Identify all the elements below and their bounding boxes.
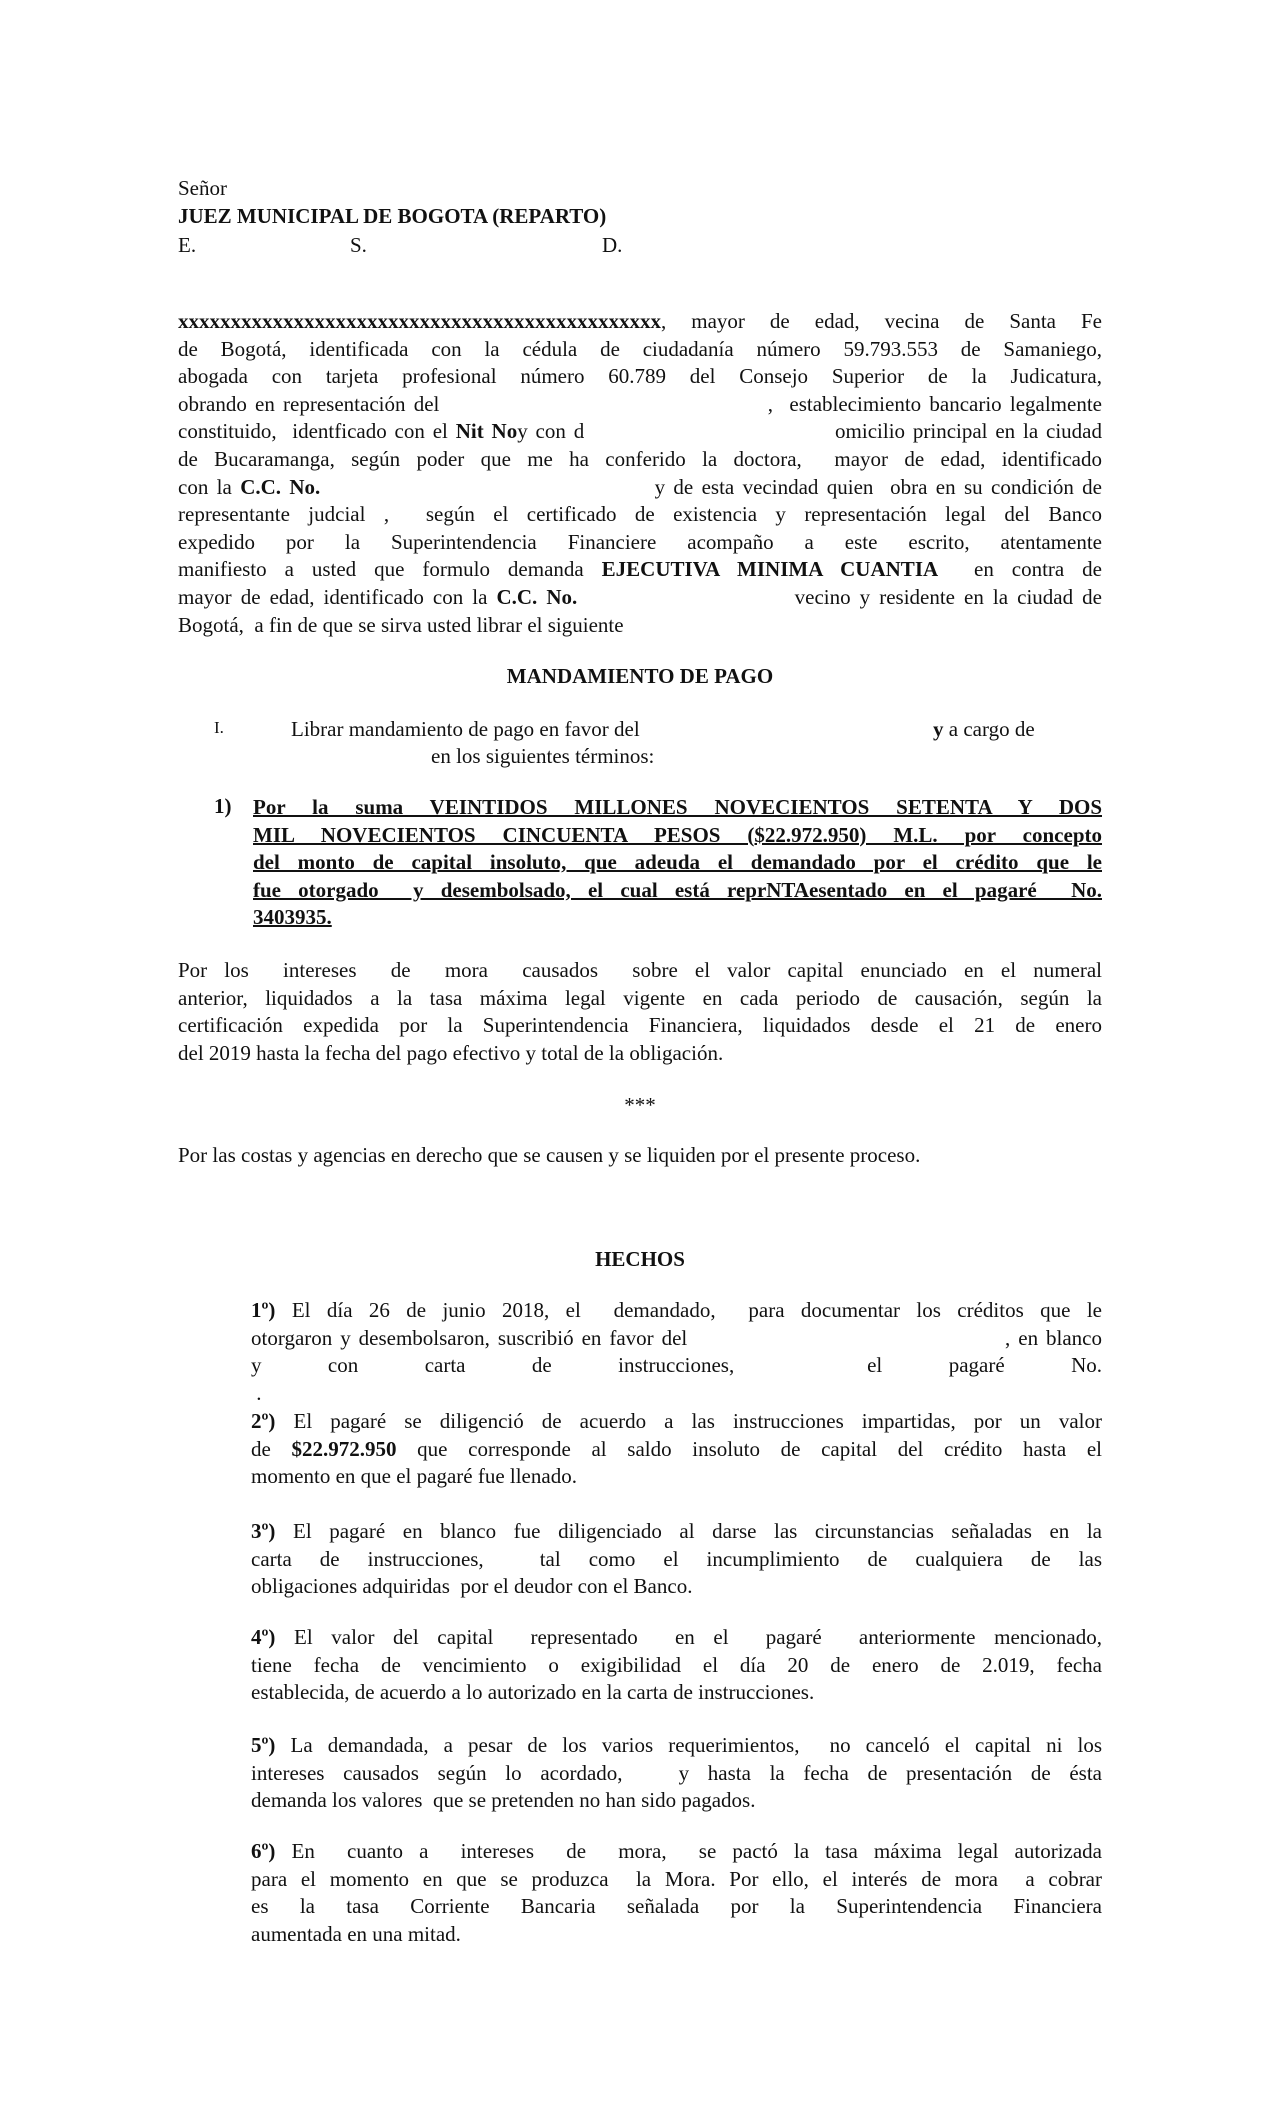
text-segment: aumentada en una mitad. xyxy=(251,1921,461,1946)
text-line xyxy=(178,612,1102,640)
text-segment: que corresponde al saldo insoluto de capital del crédito hasta el xyxy=(396,1436,1102,1461)
costas-paragraph: Por las costas y agencias en derecho que se causen y se liquiden por el presente proceso. xyxy=(178,1143,921,1167)
hechos-title: HECHOS xyxy=(595,1247,685,1271)
text-segment: El día 26 de junio 2018, el demandado, para documentar los créditos que le xyxy=(275,1298,1102,1322)
text-line xyxy=(251,1679,1102,1707)
mandamiento-title: MANDAMIENTO DE PAGO xyxy=(506,664,774,688)
addressee: JUEZ MUNICIPAL DE BOGOTA (REPARTO) xyxy=(178,204,607,228)
text-segment: manifiesto a usted que formulo demanda xyxy=(178,557,602,582)
bold-text: 6º) xyxy=(251,1839,276,1863)
text-segment: La demandada, a pesar de los varios requerimientos, no canceló el capital ni los xyxy=(275,1733,1102,1757)
text-line xyxy=(251,1408,1102,1436)
esd-d: D. xyxy=(602,233,623,257)
text-line xyxy=(251,1624,1102,1652)
hecho-4 xyxy=(251,1624,1102,1707)
text-segment: intereses causados según lo acordado, y hasta la fecha de presentación de ésta xyxy=(251,1760,1102,1785)
text-line xyxy=(178,957,1102,985)
text-segment: del 2019 hasta la fecha del pago efectivo y total de la obligación. xyxy=(178,1040,724,1065)
text-line xyxy=(251,1838,1102,1866)
text-segment: El pagaré se diligenció de acuerdo a las instrucciones impartidas, por un valor xyxy=(275,1409,1102,1433)
text-line xyxy=(251,1546,1102,1574)
text-line xyxy=(253,877,1102,905)
text-segment: constituido, identficado con el xyxy=(178,419,456,444)
cargo-text xyxy=(933,717,1035,742)
text-segment: 3403935. xyxy=(253,905,332,930)
text-segment: certificación expedida por la Superintendencia Financiera, liquidados desde el 21 de enero xyxy=(178,1013,1102,1038)
text-line xyxy=(251,1921,1102,1949)
hecho-6 xyxy=(251,1838,1102,1948)
text-line xyxy=(178,308,1102,336)
text-line xyxy=(178,474,1102,502)
text-segment: obrando en representación del , establecimiento bancario legalmente xyxy=(178,391,1102,416)
text-line xyxy=(251,1518,1102,1546)
text-segment: expedido por la Superintendencia Financiere acompaño a este escrito, atentamente xyxy=(178,529,1102,554)
item-1-paragraph xyxy=(253,794,1102,932)
text-segment: Por la suma VEINTIDOS MILLONES NOVECIENTOS SETENTA Y DOS xyxy=(253,795,1102,819)
text-segment: En cuanto a intereses de mora, se pactó la tasa máxima legal autorizada xyxy=(275,1839,1102,1863)
text-segment: abogada con tarjeta profesional número 60.789 del Consejo Superior de la Judicatura, xyxy=(178,364,1102,389)
text-segment: obligaciones adquiridas por el deudor con el Banco. xyxy=(251,1574,693,1599)
terminos-text: en los siguientes términos: xyxy=(431,744,655,768)
text-line xyxy=(251,1573,1102,1601)
text-segment: MIL NOVECIENTOS CINCUENTA PESOS ($22.972.950) M.L. por concepto xyxy=(253,822,1102,847)
salutation: Señor xyxy=(178,176,227,200)
bold-text: EJECUTIVA MINIMA CUANTIA xyxy=(601,557,939,582)
text-segment: fue otorgado y desembolsado, el cual está reprNTAesentado en el pagaré No. xyxy=(253,877,1102,902)
separator: *** xyxy=(624,1093,656,1117)
text-segment: tiene fecha de vencimiento o exigibilidad el día 20 de enero de 2.019, fecha xyxy=(251,1652,1102,1677)
bold-text: C.C. No. xyxy=(240,474,321,499)
text-line xyxy=(178,501,1102,529)
text-segment: momento en que el pagaré fue llenado. xyxy=(251,1464,577,1489)
text-line xyxy=(178,336,1102,364)
bold-text: C.C. No. xyxy=(496,584,578,609)
text-segment: . xyxy=(251,1380,262,1405)
text-line xyxy=(251,1787,1102,1815)
bold-text: $22.972.950 xyxy=(291,1436,397,1461)
text-segment: establecida, de acuerdo a lo autorizado en la carta de instrucciones. xyxy=(251,1680,815,1705)
text-segment: demanda los valores que se pretenden no han sido pagados. xyxy=(251,1788,756,1813)
text-segment: y de esta vecindad quien obra en su condición de xyxy=(320,474,1102,499)
text-segment: para el momento en que se produzca la Mora. Por ello, el interés de mora a cobrar xyxy=(251,1866,1102,1891)
text-segment: es la tasa Corriente Bancaria señalada por la Superintendencia Financiera xyxy=(251,1894,1102,1919)
text-line xyxy=(178,556,1102,584)
text-segment: Bogotá, a fin de que se sirva usted librar el siguiente xyxy=(178,612,624,637)
bold-text: xxxxxxxxxxxxxxxxxxxxxxxxxxxxxxxxxxxxxxxxxxxxxx xyxy=(178,309,661,333)
text-line xyxy=(251,1325,1102,1353)
bold-text: 5º) xyxy=(251,1733,276,1757)
text-line xyxy=(251,1297,1102,1325)
hecho-2 xyxy=(251,1408,1102,1491)
y-bold: y xyxy=(933,717,944,741)
text-line xyxy=(253,904,1102,932)
hecho-3 xyxy=(251,1518,1102,1601)
text-line xyxy=(251,1380,1102,1408)
text-line xyxy=(253,822,1102,850)
a-cargo-de: a cargo de xyxy=(943,717,1035,741)
text-segment: Por los intereses de mora causados sobre el valor capital enunciado en el numeral xyxy=(178,958,1102,982)
roman-numeral: I. xyxy=(214,718,224,737)
intereses-paragraph xyxy=(178,957,1102,1067)
text-line xyxy=(251,1893,1102,1921)
text-segment: carta de instrucciones, tal como el incumplimiento de cualquiera de las xyxy=(251,1546,1102,1571)
text-segment: representante judcial , según el certificado de existencia y representación legal del Banco xyxy=(178,502,1102,527)
item-number: 1) xyxy=(214,794,232,818)
text-segment: El pagaré en blanco fue diligenciado al darse las circunstancias señaladas en la xyxy=(275,1519,1102,1543)
text-segment: y con d omicilio principal en la ciudad xyxy=(517,419,1102,444)
hecho-1 xyxy=(251,1297,1102,1407)
bold-text: 4º) xyxy=(251,1625,276,1649)
text-segment: de Bogotá, identificada con la cédula de ciudadanía número 59.793.553 de Samaniego, xyxy=(178,336,1102,361)
text-segment: con la xyxy=(178,474,241,499)
text-segment: en contra de xyxy=(938,557,1102,582)
text-line xyxy=(251,1760,1102,1788)
text-segment: , mayor de edad, vecina de Santa Fe xyxy=(661,309,1102,333)
text-line xyxy=(178,363,1102,391)
text-segment: del monto de capital insoluto, que adeuda el demandado por el crédito que le xyxy=(253,850,1102,875)
text-line xyxy=(251,1652,1102,1680)
text-segment: de xyxy=(251,1436,292,1461)
text-line xyxy=(178,418,1102,446)
hecho-5 xyxy=(251,1732,1102,1815)
esd-s: S. xyxy=(350,233,367,257)
text-line xyxy=(253,794,1102,822)
bold-text: 2º) xyxy=(251,1409,276,1433)
text-line xyxy=(251,1866,1102,1894)
bold-text: Nit No xyxy=(455,419,518,444)
text-line xyxy=(253,849,1102,877)
text-line xyxy=(178,446,1102,474)
text-line xyxy=(178,584,1102,612)
text-segment: vecino y residente en la ciudad de xyxy=(577,584,1102,609)
text-segment: de Bucaramanga, según poder que me ha conferido la doctora, mayor de edad, identificado xyxy=(178,446,1102,471)
text-line xyxy=(251,1463,1102,1491)
text-segment: otorgaron y desembolsaron, suscribió en favor del , en blanco xyxy=(251,1325,1102,1350)
esd-e: E. xyxy=(178,233,197,257)
text-line xyxy=(178,1040,1102,1068)
text-line xyxy=(251,1436,1102,1464)
bold-text: 3º) xyxy=(251,1519,276,1543)
text-segment: El valor del capital representado en el pagaré anteriormente mencionado, xyxy=(275,1625,1102,1649)
librar-text: Librar mandamiento de pago en favor del xyxy=(291,717,640,741)
text-line xyxy=(178,529,1102,557)
text-line xyxy=(178,1012,1102,1040)
text-segment: mayor de edad, identificado con la xyxy=(178,584,497,609)
text-line xyxy=(251,1352,1102,1380)
bold-text: 1º) xyxy=(251,1298,276,1322)
text-segment: y con carta de instrucciones, el pagaré No. xyxy=(251,1353,1102,1378)
text-line xyxy=(178,391,1102,419)
text-segment: anterior, liquidados a la tasa máxima legal vigente en cada periodo de causación, según la xyxy=(178,985,1102,1010)
text-line xyxy=(178,985,1102,1013)
text-line xyxy=(251,1732,1102,1760)
intro-paragraph xyxy=(178,308,1102,639)
